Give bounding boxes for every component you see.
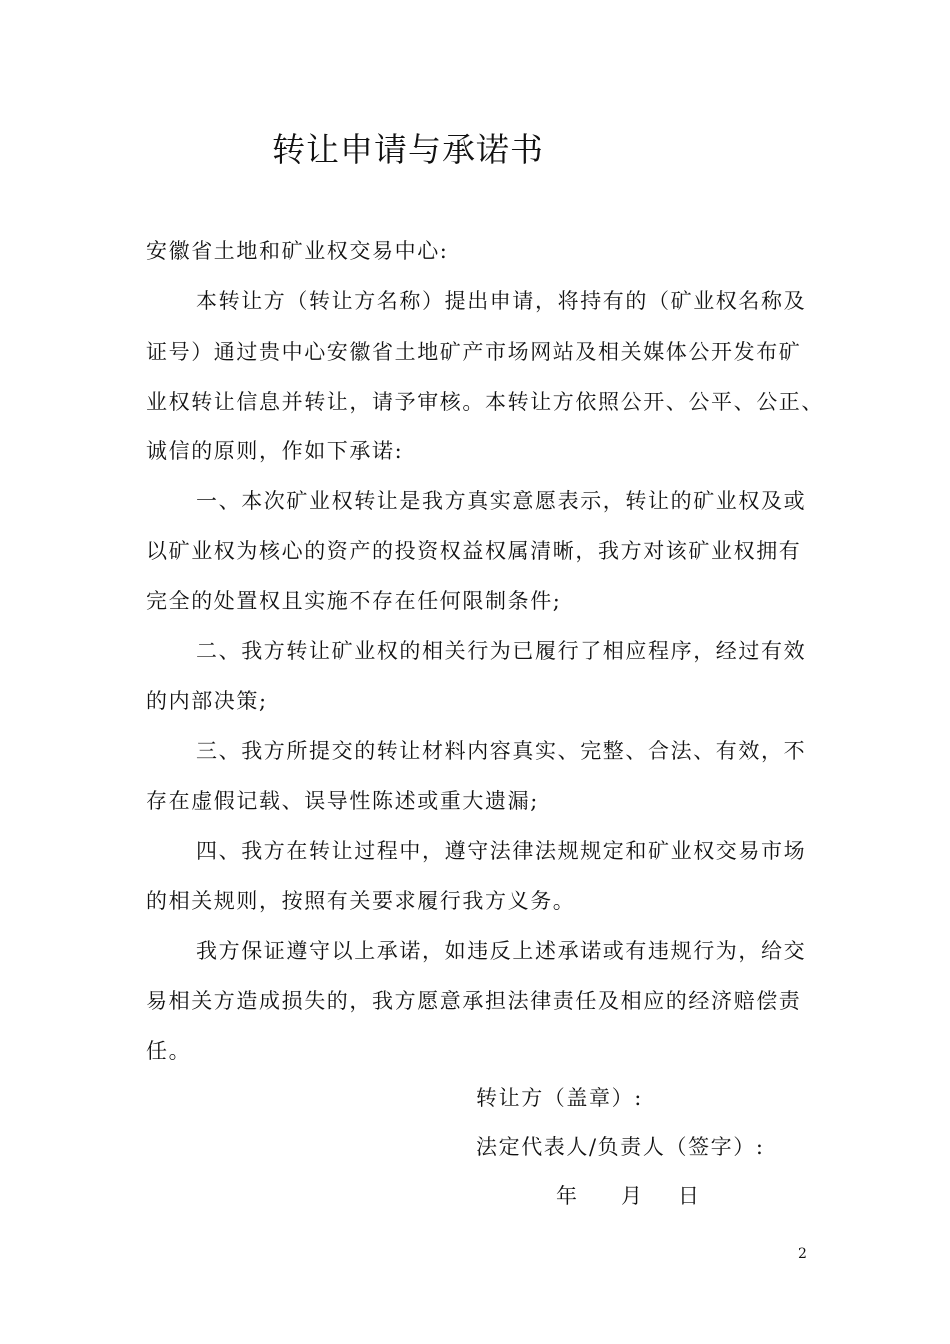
commitment-2-line-2: 的内部决策;: [146, 689, 268, 713]
recipient-line: 安徽省土地和矿业权交易中心:: [146, 239, 449, 263]
intro-line-3: 业权转让信息并转让，请予审核。本转让方依照公开、公平、公正、: [146, 390, 824, 414]
document-title: 转让申请与承诺书: [272, 130, 544, 169]
commitment-2-line-1: 二、我方转让矿业权的相关行为已履行了相应程序，经过有效: [196, 639, 807, 663]
date-year-label: 年: [556, 1184, 577, 1208]
representative-signature-label: 法定代表人/负责人（签字）:: [476, 1135, 765, 1159]
date-day-label: 日: [678, 1184, 699, 1208]
date-month-label: 月: [621, 1184, 642, 1208]
commitment-3-line-2: 存在虚假记载、误导性陈述或重大遗漏;: [146, 789, 539, 813]
guarantee-line-2: 易相关方造成损失的，我方愿意承担法律责任及相应的经济赔偿责: [146, 989, 802, 1013]
transferor-seal-label: 转让方（盖章）:: [476, 1086, 643, 1110]
commitment-1-line-3: 完全的处置权且实施不存在任何限制条件;: [146, 589, 562, 613]
commitment-4-line-1: 四、我方在转让过程中，遵守法律法规规定和矿业权交易市场: [196, 839, 807, 863]
guarantee-line-3: 任。: [146, 1039, 192, 1063]
intro-line-1: 本转让方（转让方名称）提出申请，将持有的（矿业权名称及: [196, 289, 807, 313]
commitment-1-line-1: 一、本次矿业权转让是我方真实意愿表示，转让的矿业权及或: [196, 489, 807, 513]
intro-line-4: 诚信的原则，作如下承诺:: [146, 439, 404, 463]
commitment-1-line-2: 以矿业权为核心的资产的投资权益权属清晰，我方对该矿业权拥有: [146, 539, 802, 563]
commitment-3-line-1: 三、我方所提交的转让材料内容真实、完整、合法、有效，不: [196, 739, 807, 763]
page-number: 2: [798, 1246, 807, 1262]
intro-line-2: 证号）通过贵中心安徽省土地矿产市场网站及相关媒体公开发布矿: [146, 340, 802, 364]
commitment-4-line-2: 的相关规则，按照有关要求履行我方义务。: [146, 889, 576, 913]
guarantee-line-1: 我方保证遵守以上承诺，如违反上述承诺或有违规行为，给交: [196, 939, 807, 963]
